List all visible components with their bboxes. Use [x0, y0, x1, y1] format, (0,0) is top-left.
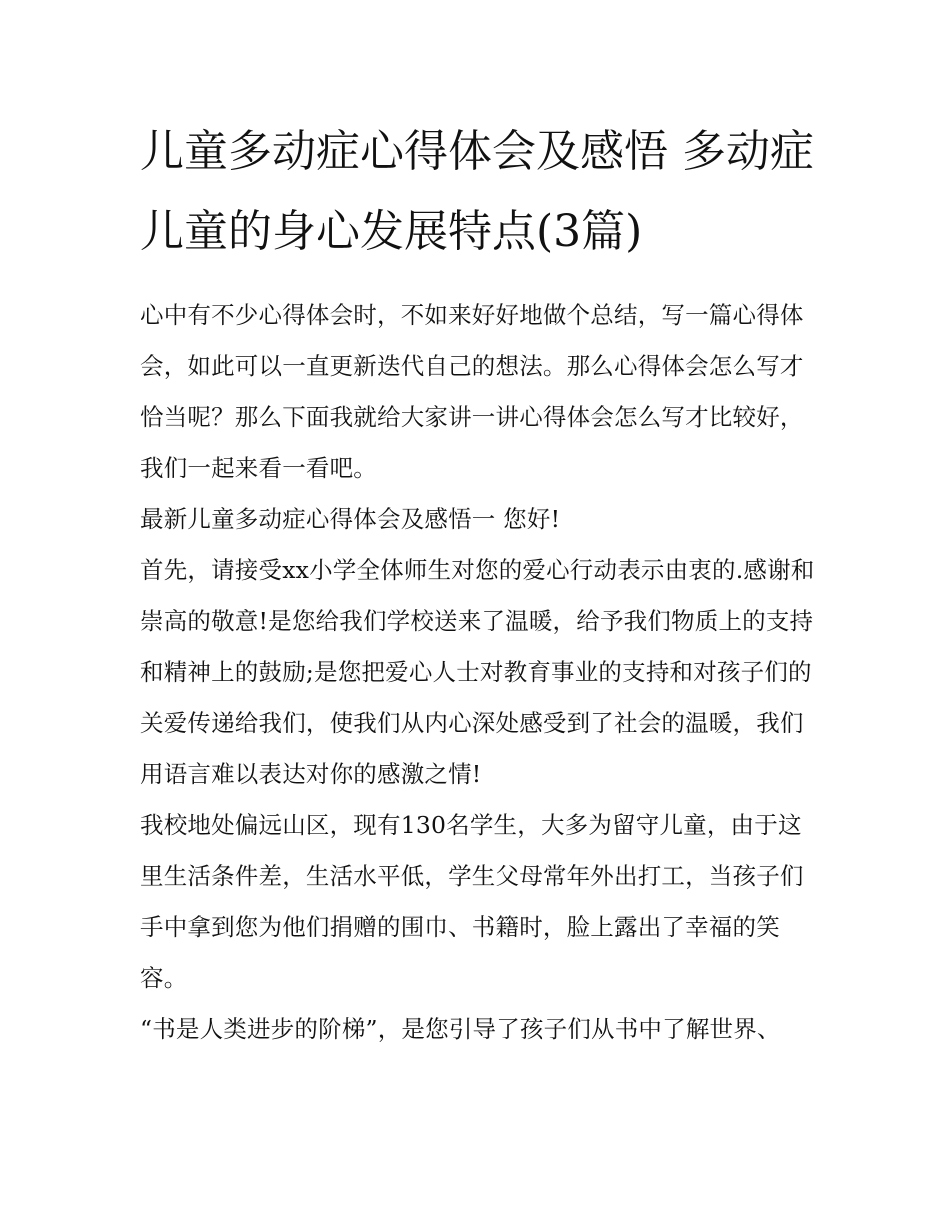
section-heading-paragraph: 最新儿童多动症心得体会及感悟一 您好!: [140, 505, 561, 533]
school-paragraph: 我校地处偏远山区，现有130名学生，大多为留守儿童，由于这里生活条件差，生活水平低，学生父母常年外出打工，当孩子们手中拿到您为他们捐赠的围巾、书籍时，脸上露出了幸福的笑容。: [140, 811, 804, 992]
thanks-paragraph: 首先，请接受xx小学全体师生对您的爱心行动表示由衷的.感谢和崇高的敬意!是您给我们学校送来了温暖，给予我们物质上的支持和精神上的鼓励;是您把爱心人士对教育事业的支持和对孩子们的关爱传递给我们，使我们从内心深处感受到了社会的温暖，我们用语言难以表达对你的感激之情!: [140, 556, 815, 788]
document-page: [140, 112, 820, 1055]
intro-paragraph: 心中有不少心得体会时，不如来好好地做个总结，写一篇心得体会，如此可以一直更新迭代自己的想法。那么心得体会怎么写才恰当呢？那么下面我就给大家讲一讲心得体会怎么写才比较好，我们一起来看一看吧。: [140, 301, 804, 482]
document-title: 儿童多动症心得体会及感悟 多动症儿童的身心发展特点(3篇): [140, 126, 814, 257]
books-paragraph: “书是人类进步的阶梯”，是您引导了孩子们从书中了解世界、: [140, 1015, 781, 1043]
document-body: [140, 290, 820, 1055]
